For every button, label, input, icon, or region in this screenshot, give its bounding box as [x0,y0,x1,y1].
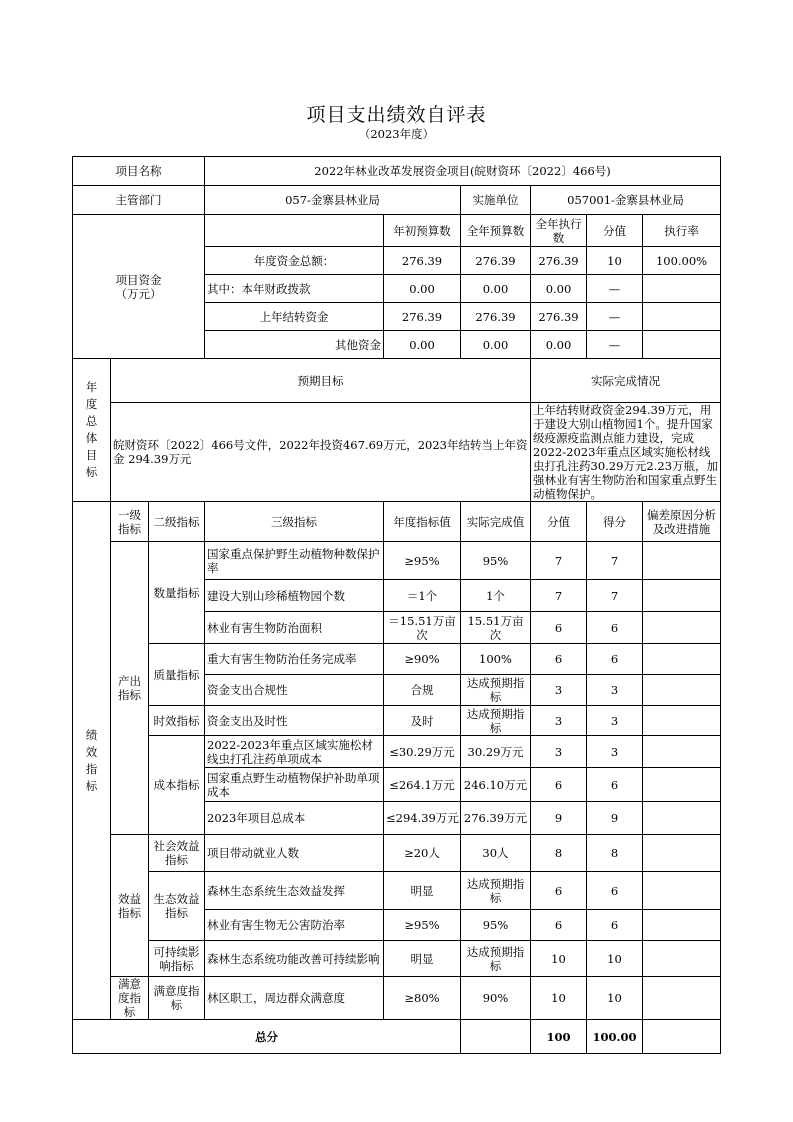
funds-label-line1: 项目资金 [115,272,162,287]
indicator-score: 10 [587,941,643,977]
indicator-target: ≤30.29万元 [384,736,461,768]
indicator-score: 7 [587,580,643,612]
indicator-reason [643,644,721,675]
perf-header-target: 年度指标值 [384,502,461,542]
indicator-name: 森林生态系统生态效益发挥 [205,872,384,910]
funds-cell: 276.39 [531,247,587,275]
indicator-actual: 达成预期指标 [461,675,531,706]
indicator-actual: 90% [461,977,531,1020]
indicator-name: 森林生态系统功能改善可持续影响 [205,941,384,977]
indicator-name: 2023年项目总成本 [205,802,384,835]
indicator-actual: 达成预期指标 [461,706,531,736]
funds-header-3: 全年执行数 [531,215,587,247]
total-score: 100.00 [587,1020,643,1054]
unit-label: 实施单位 [461,186,531,215]
funds-cell: 276.39 [531,303,587,331]
indicator-target: 明显 [384,941,461,977]
indicator-weight: 6 [531,644,587,675]
expected-goal-text: 皖财资环〔2022〕466号文件，2022年投资467.69万元，2023年结转当上年资金 294.39万元 [111,403,531,502]
indicator-weight: 6 [531,768,587,802]
funds-cell: — [587,275,643,303]
level1-benefit: 效益指标 [111,835,149,977]
funds-cell [643,331,721,359]
indicator-weight: 3 [531,706,587,736]
funds-header-4: 分值 [587,215,643,247]
page-title: 项目支出绩效自评表 [306,104,487,126]
indicator-score: 8 [587,835,643,872]
funds-cell: 276.39 [461,247,531,275]
indicator-reason [643,910,721,941]
level2-satisfaction: 满意度指标 [149,977,205,1020]
project-name-value: 2022年林业改革发展资金项目(皖财资环〔2022〕466号) [205,157,721,186]
funds-row-label: 其中：本年财政拨款 [205,275,384,303]
funds-header-1: 年初预算数 [384,215,461,247]
expected-goal-header: 预期目标 [111,359,531,403]
perf-indicator-label: 绩效指标 [73,502,111,1020]
indicator-weight: 10 [531,977,587,1020]
indicator-reason [643,872,721,910]
indicator-name: 资金支出合规性 [205,675,384,706]
funds-header-5: 执行率 [643,215,721,247]
funds-cell: 0.00 [384,331,461,359]
indicator-score: 9 [587,802,643,835]
funds-cell: — [587,303,643,331]
indicator-score: 6 [587,910,643,941]
indicator-score: 3 [587,736,643,768]
level2-sustainable: 可持续影响指标 [149,941,205,977]
indicator-reason [643,802,721,835]
perf-header-level2: 二级指标 [149,502,205,542]
funds-row-label: 上年结转资金 [205,303,384,331]
indicator-weight: 6 [531,612,587,644]
indicator-score: 6 [587,612,643,644]
indicator-reason [643,768,721,802]
indicator-name: 国家重点保护野生动植物种数保护率 [205,542,384,580]
indicator-score: 6 [587,872,643,910]
level2-quality: 质量指标 [149,644,205,706]
indicator-weight: 7 [531,580,587,612]
indicator-actual: 100% [461,644,531,675]
level1-output: 产出指标 [111,542,149,835]
indicator-name: 重大有害生物防治任务完成率 [205,644,384,675]
indicator-weight: 3 [531,736,587,768]
indicator-weight: 6 [531,910,587,941]
indicator-score: 3 [587,706,643,736]
indicator-target: ≥80% [384,977,461,1020]
indicator-target: ≤294.39万元 [384,802,461,835]
funds-header-2: 全年预算数 [461,215,531,247]
actual-status-text: 上年结转财政资金294.39万元，用于建设大别山植物园1个。提升国家级疫源疫监测点能力建设，完成2022-2023年重点区域实施松材线虫打孔注药30.29万元2.23万瓶，加强林业有害生物防治和国家重点野生动植物保护。 [531,403,721,502]
indicator-reason [643,736,721,768]
dept-value: 057-金寨县林业局 [205,186,461,215]
funds-label [73,215,205,359]
indicator-reason [643,542,721,580]
indicator-actual: 30.29万元 [461,736,531,768]
annual-goal-label: 年度总体目标 [73,359,111,502]
indicator-actual: 95% [461,910,531,941]
indicator-score: 3 [587,675,643,706]
indicator-score: 6 [587,644,643,675]
indicator-actual: 15.51万亩次 [461,612,531,644]
funds-row-label: 其他资金 [205,331,384,359]
unit-value: 057001-金寨县林业局 [531,186,721,215]
funds-cell: 276.39 [384,303,461,331]
indicator-reason [643,835,721,872]
indicator-target: ≥20人 [384,835,461,872]
level2-social: 社会效益指标 [149,835,205,872]
indicator-target: ＝1个 [384,580,461,612]
indicator-weight: 9 [531,802,587,835]
indicator-name: 2022-2023年重点区域实施松材线虫打孔注药单项成本 [205,736,384,768]
total-label: 总分 [73,1020,461,1054]
funds-cell: 0.00 [531,331,587,359]
indicator-weight: 10 [531,941,587,977]
funds-cell: 0.00 [531,275,587,303]
funds-cell: 276.39 [461,303,531,331]
self-evaluation-table [72,156,721,1054]
perf-header-level1: 一级指标 [111,502,149,542]
indicator-reason [643,941,721,977]
page-subtitle: （2023年度） [358,127,435,141]
level2-timeliness: 时效指标 [149,706,205,736]
indicator-name: 国家重点野生动植物保护补助单项成本 [205,768,384,802]
indicator-score: 6 [587,768,643,802]
indicator-reason [643,580,721,612]
indicator-name: 建设大别山珍稀植物园个数 [205,580,384,612]
indicator-actual: 95% [461,542,531,580]
perf-header-level3: 三级指标 [205,502,384,542]
funds-cell: 10 [587,247,643,275]
funds-cell [643,275,721,303]
indicator-reason [643,706,721,736]
funds-cell: — [587,331,643,359]
indicator-actual: 1个 [461,580,531,612]
indicator-target: 及时 [384,706,461,736]
indicator-weight: 6 [531,872,587,910]
indicator-actual: 达成预期指标 [461,872,531,910]
perf-header-reason: 偏差原因分析及改进措施 [643,502,721,542]
indicator-score: 10 [587,977,643,1020]
funds-cell: 0.00 [384,275,461,303]
level2-quantity: 数量指标 [149,542,205,644]
indicator-name: 林区职工，周边群众满意度 [205,977,384,1020]
level2-cost: 成本指标 [149,736,205,835]
indicator-target: ≤264.1万元 [384,768,461,802]
perf-header-actual: 实际完成值 [461,502,531,542]
indicator-weight: 3 [531,675,587,706]
project-name-label: 项目名称 [73,157,205,186]
funds-cell: 100.00% [643,247,721,275]
perf-header-weight: 分值 [531,502,587,542]
indicator-reason [643,675,721,706]
indicator-target: 明显 [384,872,461,910]
funds-label-line2: （万元） [115,286,162,301]
indicator-target: 合规 [384,675,461,706]
indicator-target: ≥90% [384,644,461,675]
indicator-target: ≥95% [384,910,461,941]
indicator-actual: 246.10万元 [461,768,531,802]
funds-cell [643,303,721,331]
indicator-name: 项目带动就业人数 [205,835,384,872]
indicator-target: ≥95% [384,542,461,580]
indicator-name: 林业有害生物无公害防治率 [205,910,384,941]
indicator-reason [643,977,721,1020]
funds-cell: 0.00 [461,331,531,359]
indicator-score: 7 [587,542,643,580]
funds-row-label: 年度资金总额： [205,247,384,275]
total-weight: 100 [531,1020,587,1054]
indicator-reason [643,612,721,644]
indicator-actual: 达成预期指标 [461,941,531,977]
total-blank [461,1020,531,1054]
level2-ecological: 生态效益指标 [149,872,205,941]
indicator-weight: 8 [531,835,587,872]
funds-cell: 276.39 [384,247,461,275]
indicator-name: 林业有害生物防治面积 [205,612,384,644]
funds-cell: 0.00 [461,275,531,303]
indicator-actual: 30人 [461,835,531,872]
total-reason [643,1020,721,1054]
indicator-name: 资金支出及时性 [205,706,384,736]
funds-header-blank [205,215,384,247]
actual-status-header: 实际完成情况 [531,359,721,403]
perf-header-score: 得分 [587,502,643,542]
indicator-actual: 276.39万元 [461,802,531,835]
dept-label: 主管部门 [73,186,205,215]
level1-satisfaction: 满意度指标 [111,977,149,1020]
indicator-target: ＝15.51万亩次 [384,612,461,644]
indicator-weight: 7 [531,542,587,580]
